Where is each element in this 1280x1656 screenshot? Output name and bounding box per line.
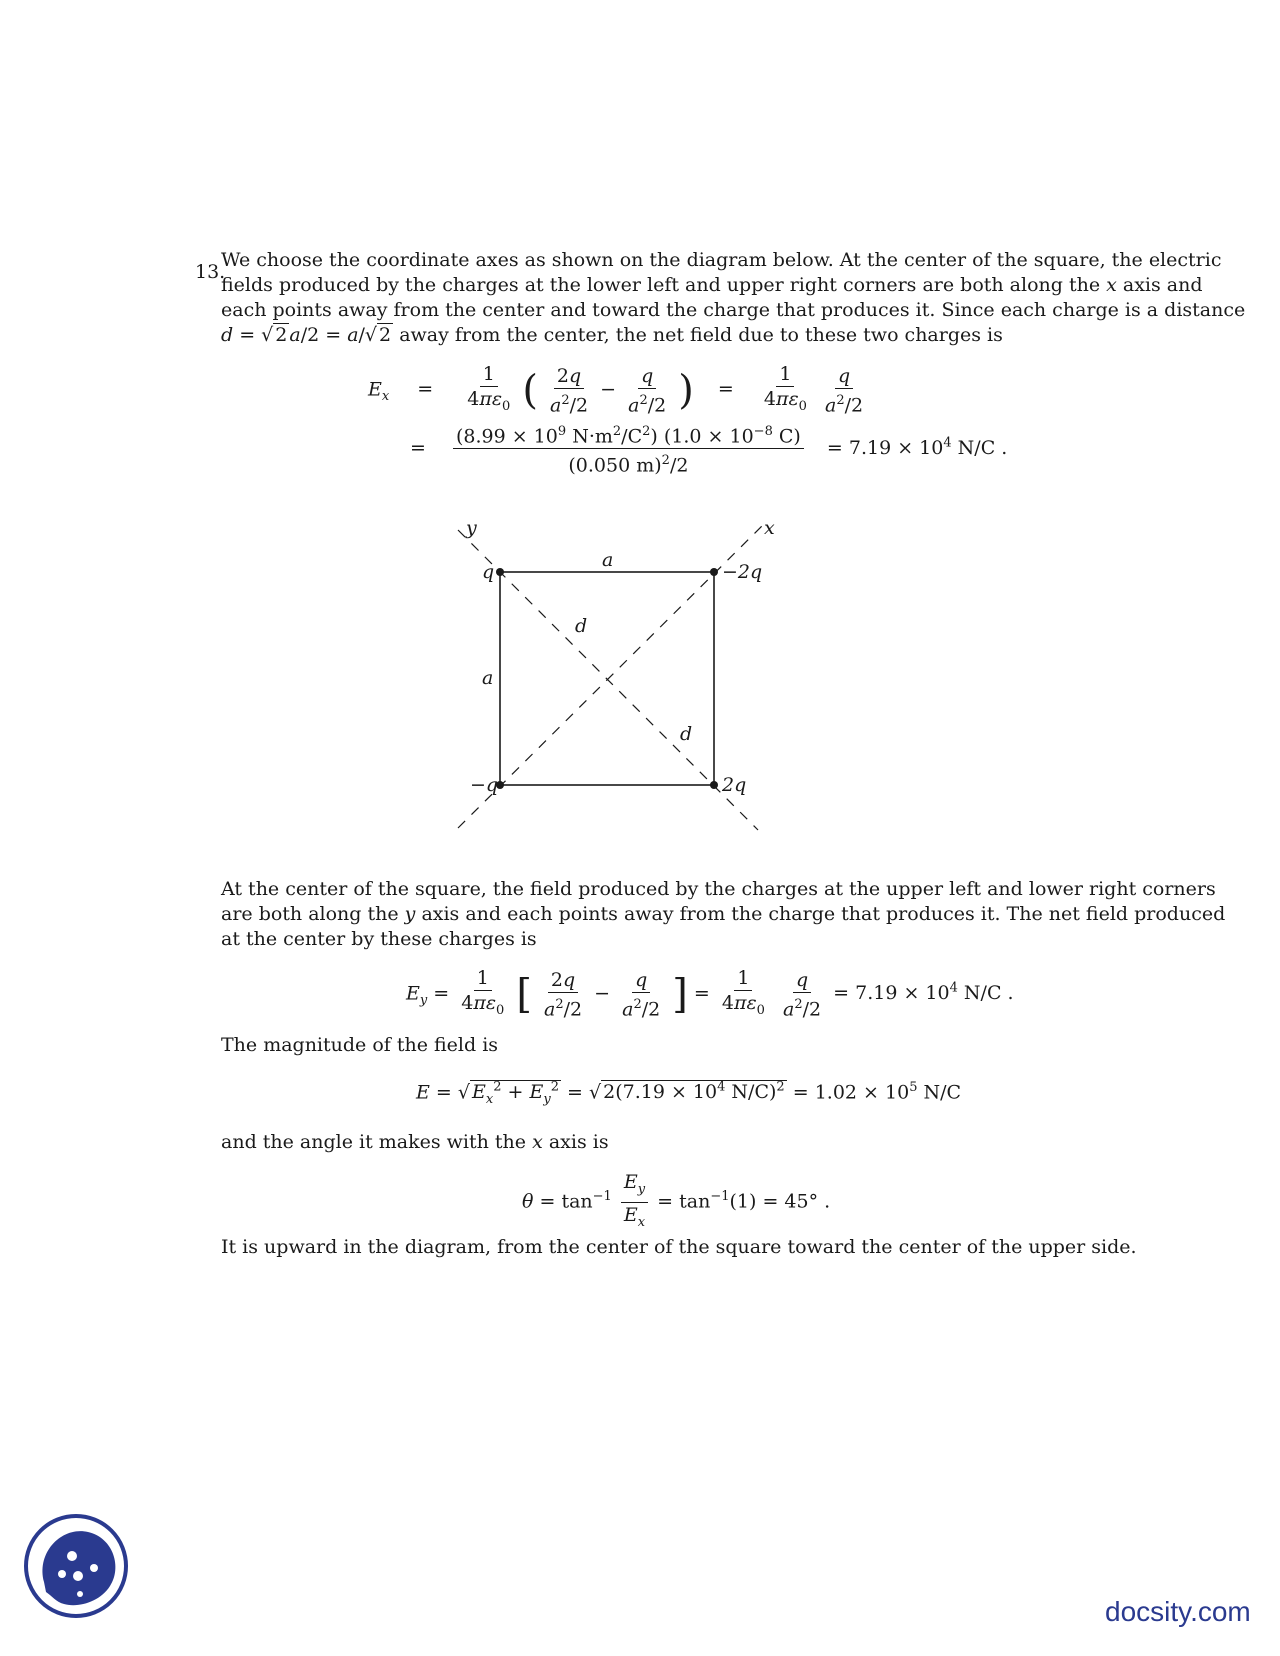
intro-line-1: We choose the coordinate axes as shown on the diagram below. At the center of the square, the electric xyxy=(221,249,1222,271)
angle-text: and the angle it makes with the x axis is xyxy=(221,1131,609,1153)
ey-result: = $7.19 \times 10^4$ N/C . xyxy=(833,981,1014,1005)
charge-label-upper-right: −2q xyxy=(722,561,763,583)
intro-line-2: fields produced by the charges at the lower left and upper right corners are both along the x axis and xyxy=(221,274,1203,296)
docsity-brand-link[interactable]: docsity.com xyxy=(1105,1596,1251,1627)
middle-paragraph xyxy=(221,877,1225,952)
ex-result: = $7.19 \times 10^4$ N/C . xyxy=(826,435,1008,459)
axis-label-y: y xyxy=(466,517,477,539)
magnitude-text: The magnitude of the field is xyxy=(221,1034,499,1056)
charge-lower-right-dot xyxy=(710,781,718,789)
diagonal-label-upper: d xyxy=(575,615,588,637)
middle-line-2: are both along the y axis and each points away from the charge that produces it. The net field produced xyxy=(221,903,1226,925)
equation-ex-line2: = $\frac{(8.99 \times 10^9 N\cdot m^2/C^2) (1.0 \times 10^{-8} C)}{(0.050 m)^2/2}$ = $7.19 \times 10^4$ N/C . xyxy=(410,420,1007,478)
square-charge-diagram xyxy=(440,510,800,840)
axis-label-x: x xyxy=(764,517,775,539)
charge-label-lower-right: 2q xyxy=(722,774,747,796)
intro-paragraph xyxy=(221,248,1245,348)
intro-line-4: d = √ 2 a/2 = a/√ 2 away from the center, the net field due to these two charges is xyxy=(221,324,1003,346)
equation-ex-line1: $E_x$ = $\frac{1}{4\pi\varepsilon_0}$ ( $\frac{2q}{a^2/2}$ − $\frac{q}{a^2/2}$ ) = $\frac{1}{4\pi\varepsilon_0}$ $\frac{q}{a^2/2}$ xyxy=(368,363,864,417)
equation-magnitude: E = √ $E_x^2 + E_y^2$ = √ $2(7.19 \times 10^4$ $N/C)^2 = 1.02 \times 10^5$ N/C xyxy=(416,1080,962,1108)
diagonal-label-lower: d xyxy=(680,723,693,745)
equation-ey: $E_y$ = $\frac{1}{4\pi\varepsilon_0}$ [ $\frac{2q}{a^2/2}$ − $\frac{q}{a^2/2}$ ] = $\frac{1}{4\pi\varepsilon_0}$ $\frac{q}{a^2/2}$ = $7.19 \times 10^4$ N/C . xyxy=(406,967,1014,1021)
equation-angle: $\theta = \tan^{-1}$ $\frac{E_y}{E_x}$ = $\tan^{-1}(1) = 45^\circ$ . xyxy=(522,1171,831,1230)
docsity-logo-icon[interactable] xyxy=(22,1512,130,1620)
middle-line-1: At the center of the square, the field produced by the charges at the upper left and lower right corners xyxy=(221,878,1216,900)
charge-upper-left-dot xyxy=(496,568,504,576)
conclusion-text: It is upward in the diagram, from the center of the square toward the center of the upper side. xyxy=(221,1236,1137,1258)
charge-label-lower-left: −q xyxy=(470,774,499,796)
problem-number: 13. xyxy=(195,261,226,283)
side-label-top: a xyxy=(602,549,614,571)
intro-line-3: each points away from the center and toward the charge that produces it. Since each charge is a distance xyxy=(221,299,1246,321)
charge-upper-right-dot xyxy=(710,568,718,576)
charge-label-upper-left: q xyxy=(482,561,495,583)
side-label-left: a xyxy=(482,667,494,689)
middle-line-3: at the center by these charges is xyxy=(221,928,537,950)
